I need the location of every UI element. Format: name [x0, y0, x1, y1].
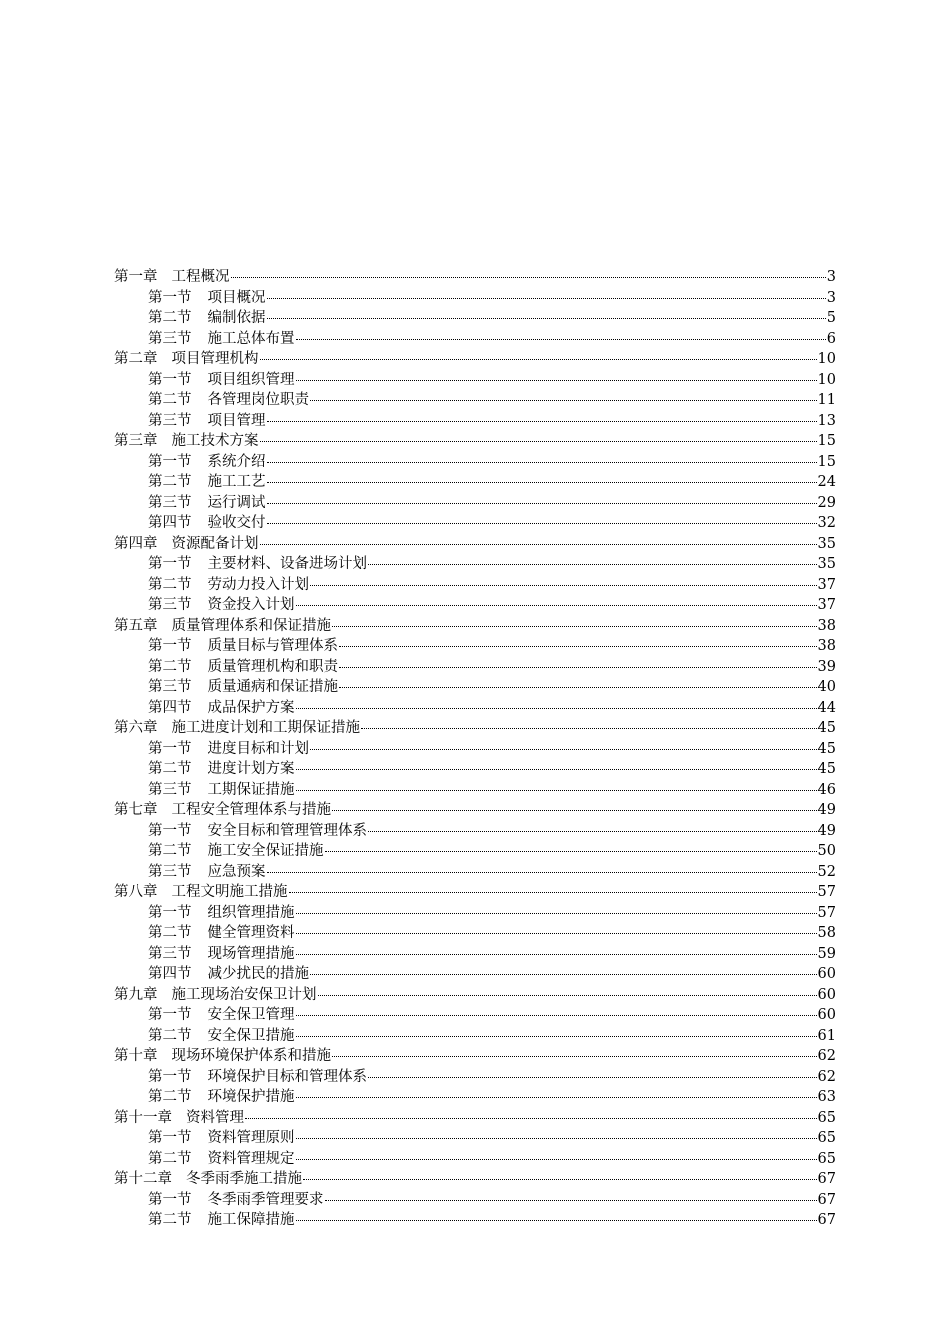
- toc-entry-label: [114, 718, 360, 739]
- toc-dot-leader: [260, 441, 817, 442]
- toc-page-number: 67: [817, 1191, 836, 1208]
- toc-entry-title: 资金投入计划: [207, 597, 295, 613]
- toc-section-entry[interactable]: [114, 1067, 836, 1088]
- toc-entry-number: 第一节: [148, 453, 192, 470]
- toc-entry-title: 进度计划方案: [207, 761, 295, 777]
- toc-dot-leader: [296, 913, 817, 914]
- toc-entry-title: 减少扰民的措施: [207, 966, 309, 982]
- toc-dot-leader: [260, 359, 817, 360]
- toc-dot-leader: [289, 892, 817, 893]
- toc-entry-title: 环境保护目标和管理体系: [207, 1068, 367, 1085]
- toc-entry-title: 应急预案: [207, 863, 266, 880]
- toc-entry-number: 第三节: [148, 412, 192, 429]
- toc-entry-title: 施工安全保证措施: [207, 843, 324, 859]
- toc-page-number: 57: [817, 884, 836, 900]
- toc-section-entry[interactable]: [114, 452, 836, 473]
- toc-page-number: 13: [817, 412, 836, 429]
- toc-chapter-entry[interactable]: [114, 616, 836, 637]
- toc-entry-label: [148, 1149, 295, 1170]
- toc-dot-leader: [296, 933, 817, 934]
- toc-dot-leader: [267, 421, 817, 422]
- toc-page-number: 10: [817, 351, 836, 367]
- toc-page-number: 60: [817, 986, 836, 1003]
- toc-page-number: 38: [817, 638, 836, 654]
- toc-dot-leader: [310, 585, 817, 586]
- toc-entry-label: [148, 759, 295, 780]
- toc-entry-number: 第三节: [148, 679, 192, 695]
- toc-entry-title: 验收交付: [207, 515, 266, 531]
- toc-entry-number: 第二节: [148, 1150, 192, 1167]
- toc-entry-label: [148, 493, 266, 514]
- toc-entry-label: [148, 841, 324, 862]
- toc-dot-leader: [332, 810, 817, 811]
- toc-section-entry[interactable]: [114, 329, 836, 350]
- toc-entry-label: [148, 1005, 295, 1026]
- toc-page-number: 15: [817, 433, 836, 449]
- toc-section-entry[interactable]: [114, 698, 836, 719]
- toc-page-number: 60: [817, 966, 836, 982]
- toc-section-entry[interactable]: [114, 1128, 836, 1149]
- toc-page-number: 45: [817, 720, 836, 736]
- toc-dot-leader: [325, 851, 817, 852]
- toc-entry-label: [148, 964, 309, 985]
- toc-entry-label: [148, 308, 266, 329]
- toc-entry-label: [148, 288, 266, 309]
- toc-entry-label: [114, 431, 259, 452]
- toc-page-number: 29: [817, 494, 836, 511]
- toc-chapter-entry[interactable]: [114, 267, 836, 288]
- toc-section-entry[interactable]: [114, 370, 836, 391]
- toc-section-entry[interactable]: [114, 759, 836, 780]
- toc-entry-number: 第二节: [148, 1027, 192, 1044]
- toc-entry-number: 第二节: [148, 843, 192, 859]
- toc-dot-leader: [361, 728, 817, 729]
- toc-page-number: 59: [817, 945, 836, 962]
- toc-entry-label: [114, 616, 331, 637]
- toc-entry-title: 质量目标与管理体系: [207, 638, 338, 654]
- toc-dot-leader: [325, 1200, 817, 1201]
- toc-entry-number: 第八章: [114, 884, 158, 900]
- toc-page-number: 65: [817, 1130, 836, 1146]
- toc-page-number: 67: [817, 1212, 836, 1228]
- toc-entry-label: [148, 390, 309, 411]
- toc-entry-title: 系统介绍: [207, 453, 266, 470]
- toc-entry-title: 工程概况: [171, 269, 230, 285]
- toc-page-number: 60: [817, 1007, 836, 1023]
- toc-entry-number: 第二节: [148, 576, 192, 593]
- toc-entry-number: 第二章: [114, 351, 158, 367]
- toc-entry-number: 第三节: [148, 494, 192, 511]
- toc-entry-label: [148, 657, 338, 678]
- toc-entry-label: [148, 554, 367, 575]
- toc-entry-label: [114, 800, 331, 821]
- toc-entry-number: 第二节: [148, 310, 192, 326]
- toc-entry-number: 第二节: [148, 761, 192, 777]
- toc-entry-number: 第一节: [148, 1191, 192, 1208]
- toc-entry-label: [148, 862, 266, 883]
- toc-section-entry[interactable]: [114, 411, 836, 432]
- toc-entry-title: 劳动力投入计划: [207, 576, 309, 593]
- toc-entry-number: 第一节: [148, 740, 192, 757]
- toc-chapter-entry[interactable]: [114, 534, 836, 555]
- toc-entry-number: 第一节: [148, 289, 192, 306]
- toc-chapter-entry[interactable]: [114, 1046, 836, 1067]
- toc-section-entry[interactable]: [114, 1087, 836, 1108]
- toc-entry-title: 工程安全管理体系与措施: [171, 802, 331, 818]
- toc-entry-number: 第四节: [148, 699, 192, 716]
- toc-page-number: 32: [817, 515, 836, 531]
- toc-entry-label: [148, 944, 295, 965]
- toc-dot-leader: [303, 1179, 817, 1180]
- toc-page-number: 37: [817, 576, 836, 593]
- toc-dot-leader: [296, 954, 817, 955]
- toc-dot-leader: [267, 462, 817, 463]
- toc-dot-leader: [296, 1138, 817, 1139]
- toc-entry-title: 施工保障措施: [207, 1212, 295, 1228]
- toc-page-number: 10: [817, 371, 836, 388]
- toc-entry-label: [148, 1128, 295, 1149]
- toc-entry-label: [114, 1169, 302, 1190]
- toc-section-entry[interactable]: [114, 308, 836, 329]
- toc-entry-number: 第三节: [148, 781, 192, 798]
- toc-entry-title: 环境保护措施: [207, 1089, 295, 1105]
- toc-entry-title: 施工技术方案: [171, 433, 259, 449]
- toc-page-number: 52: [817, 863, 836, 880]
- toc-section-entry[interactable]: [114, 1210, 836, 1231]
- toc-entry-number: 第一节: [148, 822, 192, 839]
- toc-entry-title: 安全保卫管理: [207, 1007, 295, 1023]
- toc-entry-title: 主要材料、设备进场计划: [207, 556, 367, 572]
- toc-entry-title: 项目管理机构: [171, 351, 259, 367]
- toc-dot-leader: [296, 380, 817, 381]
- toc-page-number: 38: [817, 617, 836, 634]
- toc-page-number: 3: [826, 289, 836, 306]
- toc-entry-title: 施工现场治安保卫计划: [171, 986, 317, 1003]
- toc-dot-leader: [339, 687, 817, 688]
- toc-dot-leader: [296, 339, 826, 340]
- toc-entry-title: 工期保证措施: [207, 781, 295, 798]
- toc-section-entry[interactable]: [114, 493, 836, 514]
- toc-section-entry[interactable]: [114, 739, 836, 760]
- toc-page-number: 58: [817, 925, 836, 941]
- toc-entry-title: 施工进度计划和工期保证措施: [171, 720, 360, 736]
- toc-entry-label: [148, 1026, 295, 1047]
- toc-entry-number: 第一节: [148, 371, 192, 388]
- toc-entry-title: 健全管理资料: [207, 925, 295, 941]
- toc-dot-leader: [339, 667, 817, 668]
- toc-entry-title: 进度目标和计划: [207, 740, 309, 757]
- toc-entry-number: 第四节: [148, 966, 192, 982]
- toc-page-number: 50: [817, 843, 836, 859]
- toc-section-entry[interactable]: [114, 472, 836, 493]
- toc-entry-label: [114, 267, 230, 288]
- toc-entry-label: [114, 985, 317, 1006]
- toc-entry-title: 资料管理原则: [207, 1130, 295, 1146]
- toc-section-entry[interactable]: [114, 595, 836, 616]
- toc-chapter-entry[interactable]: [114, 349, 836, 370]
- toc-dot-leader: [267, 503, 817, 504]
- toc-page-number: 35: [817, 556, 836, 572]
- toc-entry-number: 第二节: [148, 474, 192, 490]
- toc-entry-label: [148, 472, 266, 493]
- toc-entry-title: 资料管理: [186, 1109, 244, 1126]
- toc-entry-label: [148, 370, 295, 391]
- toc-entry-label: [148, 1190, 324, 1211]
- toc-section-entry[interactable]: [114, 288, 836, 309]
- toc-entry-number: 第九章: [114, 986, 158, 1003]
- toc-dot-leader: [296, 708, 817, 709]
- toc-section-entry[interactable]: [114, 575, 836, 596]
- toc-page-number: 49: [817, 822, 836, 839]
- toc-entry-number: 第十一章: [114, 1109, 172, 1126]
- toc-entry-label: [114, 534, 259, 555]
- toc-entry-label: [114, 882, 288, 903]
- toc-entry-title: 现场管理措施: [207, 945, 295, 962]
- toc-section-entry[interactable]: [114, 1149, 836, 1170]
- toc-page-number: 37: [817, 597, 836, 613]
- toc-page-number: 40: [817, 679, 836, 695]
- toc-entry-label: [148, 821, 367, 842]
- toc-entry-number: 第四章: [114, 535, 158, 552]
- toc-entry-number: 第一节: [148, 1130, 192, 1146]
- toc-dot-leader: [296, 1220, 817, 1221]
- toc-entry-number: 第五章: [114, 617, 158, 634]
- toc-dot-leader: [332, 626, 817, 627]
- toc-entry-number: 第一节: [148, 904, 192, 921]
- toc-entry-number: 第三节: [148, 945, 192, 962]
- toc-page-number: 15: [817, 453, 836, 470]
- toc-chapter-entry[interactable]: [114, 718, 836, 739]
- toc-section-entry[interactable]: [114, 1005, 836, 1026]
- toc-page-number: 5: [826, 310, 836, 326]
- toc-entry-title: 冬季雨季施工措施: [186, 1171, 302, 1187]
- toc-dot-leader: [245, 1118, 817, 1119]
- toc-page-number: 65: [817, 1150, 836, 1167]
- toc-entry-number: 第一节: [148, 1068, 192, 1085]
- toc-dot-leader: [339, 646, 817, 647]
- toc-page-number: 45: [817, 761, 836, 777]
- toc-entry-number: 第三节: [148, 330, 192, 347]
- toc-page-number: 35: [817, 535, 836, 552]
- toc-entry-label: [148, 677, 338, 698]
- toc-dot-leader: [368, 831, 817, 832]
- toc-entry-label: [148, 636, 338, 657]
- toc-page-number: 67: [817, 1171, 836, 1187]
- toc-section-entry[interactable]: [114, 1026, 836, 1047]
- toc-section-entry[interactable]: [114, 862, 836, 883]
- toc-entry-title: 质量管理机构和职责: [207, 658, 338, 675]
- toc-page-number: 49: [817, 802, 836, 818]
- toc-dot-leader: [296, 1159, 817, 1160]
- toc-section-entry[interactable]: [114, 944, 836, 965]
- toc-section-entry[interactable]: [114, 821, 836, 842]
- toc-entry-title: 施工总体布置: [207, 330, 295, 347]
- toc-page-number: 62: [817, 1048, 836, 1064]
- toc-entry-number: 第二节: [148, 925, 192, 941]
- toc-section-entry[interactable]: [114, 841, 836, 862]
- toc-entry-title: 质量通病和保证措施: [207, 679, 338, 695]
- toc-chapter-entry[interactable]: [114, 1169, 836, 1190]
- toc-entry-title: 编制依据: [207, 310, 266, 326]
- toc-page-number: 61: [817, 1027, 836, 1044]
- toc-section-entry[interactable]: [114, 554, 836, 575]
- toc-entry-title: 项目概况: [207, 289, 266, 306]
- toc-entry-label: [148, 329, 295, 350]
- toc-dot-leader: [296, 769, 817, 770]
- toc-entry-number: 第三章: [114, 433, 158, 449]
- toc-dot-leader: [267, 318, 826, 319]
- toc-entry-number: 第二节: [148, 658, 192, 675]
- toc-entry-title: 工程文明施工措施: [171, 884, 288, 900]
- toc-entry-label: [114, 349, 259, 370]
- toc-entry-number: 第一节: [148, 638, 192, 654]
- toc-chapter-entry[interactable]: [114, 1108, 836, 1129]
- toc-section-entry[interactable]: [114, 390, 836, 411]
- toc-entry-title: 组织管理措施: [207, 904, 295, 921]
- toc-chapter-entry[interactable]: [114, 882, 836, 903]
- toc-entry-label: [148, 923, 295, 944]
- toc-section-entry[interactable]: [114, 903, 836, 924]
- toc-entry-label: [148, 575, 309, 596]
- toc-dot-leader: [267, 482, 817, 483]
- toc-entry-title: 质量管理体系和保证措施: [171, 617, 331, 634]
- toc-entry-title: 项目组织管理: [207, 371, 295, 388]
- toc-section-entry[interactable]: [114, 964, 836, 985]
- toc-entry-number: 第四节: [148, 515, 192, 531]
- toc-dot-leader: [267, 298, 826, 299]
- toc-entry-label: [148, 1067, 367, 1088]
- toc-page-number: 62: [817, 1068, 836, 1085]
- toc-entry-number: 第二节: [148, 1089, 192, 1105]
- toc-entry-label: [148, 739, 309, 760]
- toc-section-entry[interactable]: [114, 780, 836, 801]
- toc-dot-leader: [296, 1097, 817, 1098]
- toc-dot-leader: [267, 523, 817, 524]
- toc-entry-number: 第二节: [148, 392, 192, 408]
- toc-chapter-entry[interactable]: [114, 800, 836, 821]
- toc-section-entry[interactable]: [114, 923, 836, 944]
- toc-dot-leader: [296, 605, 817, 606]
- toc-entry-title: 资料管理规定: [207, 1150, 295, 1167]
- toc-page-number: 45: [817, 740, 836, 757]
- toc-dot-leader: [296, 1036, 817, 1037]
- toc-section-entry[interactable]: [114, 513, 836, 534]
- toc-section-entry[interactable]: [114, 677, 836, 698]
- toc-dot-leader: [310, 974, 817, 975]
- toc-entry-number: 第七章: [114, 802, 158, 818]
- toc-dot-leader: [267, 872, 817, 873]
- toc-entry-label: [148, 595, 295, 616]
- toc-entry-label: [148, 1087, 295, 1108]
- toc-entry-number: 第一节: [148, 1007, 192, 1023]
- toc-dot-leader: [260, 544, 817, 545]
- toc-chapter-entry[interactable]: [114, 431, 836, 452]
- toc-chapter-entry[interactable]: [114, 985, 836, 1006]
- toc-page-number: 24: [817, 474, 836, 490]
- toc-dot-leader: [296, 790, 817, 791]
- toc-page-number: 65: [817, 1109, 836, 1126]
- toc-page-number: 46: [817, 781, 836, 798]
- toc-entry-title: 资源配备计划: [171, 535, 259, 552]
- toc-entry-number: 第一章: [114, 269, 158, 285]
- toc-entry-label: [114, 1108, 244, 1129]
- toc-entry-label: [114, 1046, 331, 1067]
- toc-page-number: 39: [817, 658, 836, 675]
- toc-entry-label: [148, 698, 295, 719]
- toc-section-entry[interactable]: [114, 657, 836, 678]
- toc-page-number: 11: [817, 392, 836, 408]
- toc-entry-title: 运行调试: [207, 494, 266, 511]
- toc-page-number: 6: [826, 330, 836, 347]
- toc-entry-number: 第三节: [148, 863, 192, 880]
- toc-entry-title: 安全目标和管理管理体系: [207, 822, 367, 839]
- toc-dot-leader: [310, 400, 817, 401]
- toc-entry-number: 第一节: [148, 556, 192, 572]
- toc-dot-leader: [231, 277, 826, 278]
- toc-entry-title: 项目管理: [207, 412, 266, 429]
- toc-section-entry[interactable]: [114, 636, 836, 657]
- toc-entry-label: [148, 452, 266, 473]
- toc-entry-title: 冬季雨季管理要求: [207, 1191, 324, 1208]
- toc-entry-label: [148, 780, 295, 801]
- toc-page-number: 44: [817, 699, 836, 716]
- toc-section-entry[interactable]: [114, 1190, 836, 1211]
- toc-entry-title: 施工工艺: [207, 474, 266, 490]
- toc-entry-number: 第十二章: [114, 1171, 172, 1187]
- toc-entry-number: 第六章: [114, 720, 158, 736]
- toc-dot-leader: [310, 749, 817, 750]
- toc-page-number: 57: [817, 904, 836, 921]
- toc-entry-label: [148, 513, 266, 534]
- toc-dot-leader: [368, 1077, 817, 1078]
- toc-page-number: 3: [826, 269, 836, 285]
- toc-page-number: 63: [817, 1089, 836, 1105]
- toc-dot-leader: [296, 1015, 817, 1016]
- toc-entry-number: 第三节: [148, 597, 192, 613]
- table-of-contents: [114, 267, 836, 1231]
- toc-entry-number: 第二节: [148, 1212, 192, 1228]
- toc-entry-title: 现场环境保护体系和措施: [171, 1048, 331, 1064]
- toc-entry-number: 第十章: [114, 1048, 158, 1064]
- toc-entry-label: [148, 411, 266, 432]
- toc-entry-title: 安全保卫措施: [207, 1027, 295, 1044]
- toc-dot-leader: [368, 564, 817, 565]
- toc-entry-title: 各管理岗位职责: [207, 392, 309, 408]
- toc-entry-label: [148, 1210, 295, 1231]
- toc-dot-leader: [332, 1056, 817, 1057]
- toc-dot-leader: [318, 995, 817, 996]
- toc-entry-label: [148, 903, 295, 924]
- toc-entry-title: 成品保护方案: [207, 699, 295, 716]
